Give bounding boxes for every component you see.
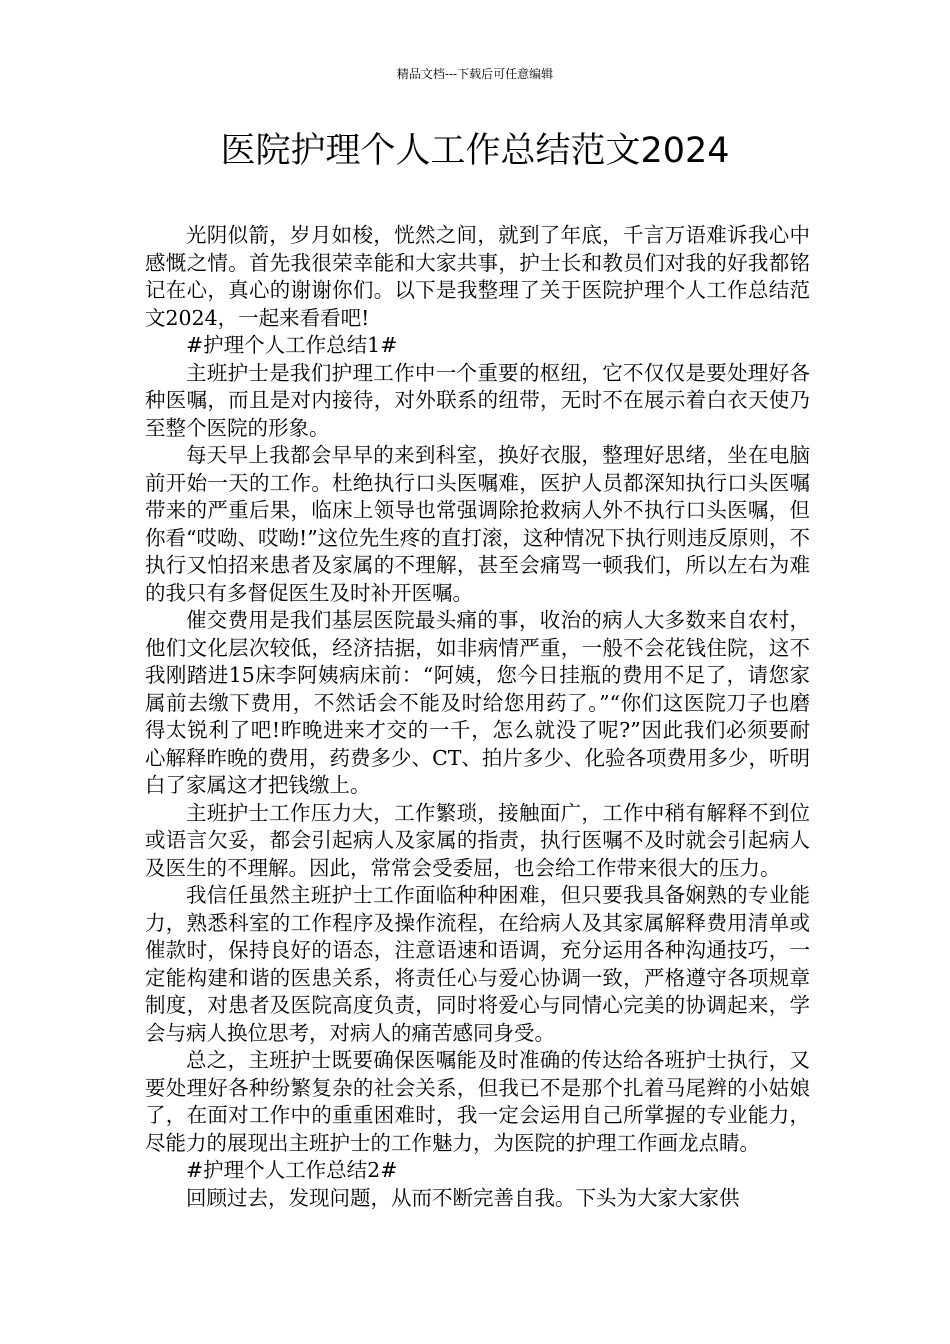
- paragraph: 回顾过去，发现问题，从而不断完善自我。下头为大家大家供: [186, 1185, 740, 1210]
- paragraph: 我信任虽然主班护士工作面临种种困难，但只要我具备娴熟的专业能力，熟悉科室的工作程序及操作流程，在给病人及其家属解释费用清单或催款时，保持良好的语态，注意语速和语调，充分运用各种沟通技巧，一定能构建和谐的医患关系，将责任心与爱心协调一致，严格遵守各项规章制度，对患者及医院高度负责，同时将爱心与同情心完美的协调起来，学会与病人换位思考，对病人的痛苦感同身受。: [145, 883, 810, 1045]
- section-heading-2: #护理个人工作总结2#: [186, 1158, 398, 1182]
- paragraph: 主班护士是我们护理工作中一个重要的枢纽，它不仅仅是要处理好各种医嘱，而且是对内接待，对外联系的纽带，无时不在展示着白衣天使乃至整个医院的形象。: [145, 360, 810, 440]
- document-body: [145, 222, 810, 1212]
- paragraph: 主班护士工作压力大，工作繁琐，接触面广，工作中稍有解释不到位或语言欠妥，都会引起病人及家属的指责，执行医嘱不及时就会引起病人及医生的不理解。因此，常常会受委屈，也会给工作带来很大的压力。: [145, 800, 810, 880]
- paragraph: 每天早上我都会早早的来到科室，换好衣服，整理好思绪，坐在电脑前开始一天的工作。杜绝执行口头医嘱难，医护人员都深知执行口头医嘱带来的严重后果，临床上领导也常强调除抢救病人外不执行口头医嘱，但你看“哎呦、哎呦!”这位先生疼的直打滚，这种情况下执行则违反原则，不执行又怕招来患者及家属的不理解，甚至会痛骂一顿我们，所以左右为难的我只有多督促医生及时补开医嘱。: [145, 443, 810, 605]
- paragraph-intro: 光阴似箭，岁月如梭，恍然之间，就到了年底，千言万语难诉我心中感慨之情。首先我很荣幸能和大家共事，护士长和教员们对我的好我都铭记在心，真心的谢谢你们。以下是我整理了关于医院护理个人工作总结范文2024，一起来看看吧!: [145, 223, 810, 330]
- paragraph: 总之，主班护士既要确保医嘱能及时准确的传达给各班护士执行，又要处理好各种纷繁复杂的社会关系，但我已不是那个扎着马尾辫的小姑娘了，在面对工作中的重重困难时，我一定会运用自己所掌握的专业能力，尽能力的展现出主班护士的工作魅力，为医院的护理工作画龙点睛。: [145, 1048, 810, 1155]
- paragraph: 催交费用是我们基层医院最头痛的事，收治的病人大多数来自农村，他们文化层次较低，经济拮据，如非病情严重，一般不会花钱住院，这不我刚踏进15床李阿姨病床前：“阿姨，您今日挂瓶的费用不足了，请您家属前去缴下费用，不然话会不能及时给您用药了。”“你们这医院刀子也磨得太锐利了吧!昨晚进来才交的一千，怎么就没了呢?”因此我们必须要耐心解释昨晚的费用，药费多少、CT、拍片多少、化验各项费用多少，听明白了家属这才把钱缴上。: [145, 608, 810, 797]
- header-note: 精品文档---下载后可任意编辑: [396, 67, 554, 81]
- section-heading-1: #护理个人工作总结1#: [186, 333, 398, 357]
- document-title: 医院护理个人工作总结范文2024: [220, 131, 730, 171]
